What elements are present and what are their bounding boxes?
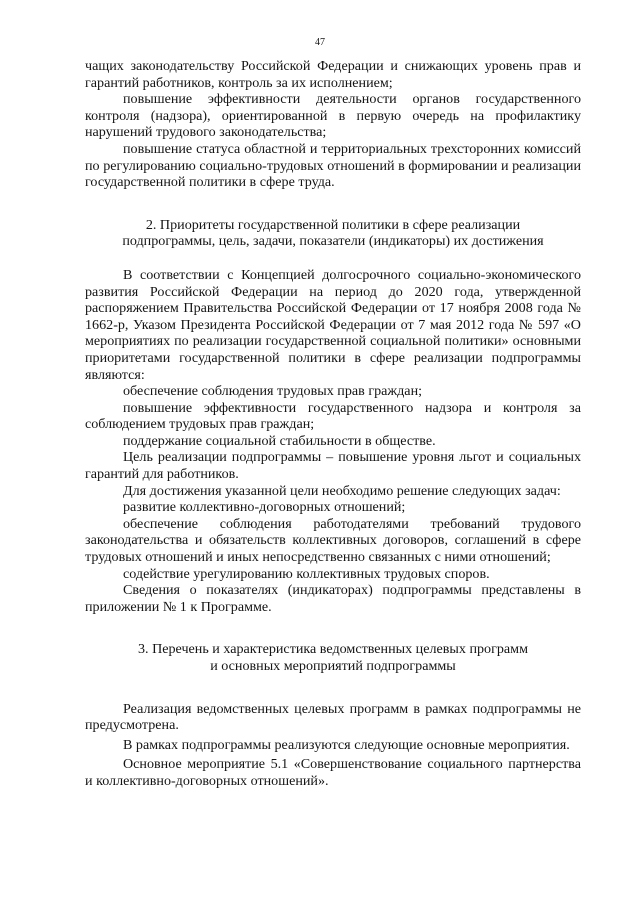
section-3-heading (85, 641, 581, 674)
paragraph: Цель реализации подпрограммы – повышение уровня льгот и социальных гарантий для работников. (85, 449, 581, 483)
paragraph: Реализация ведомственных целевых программ в рамках подпрограммы не предусмотрена. (85, 700, 581, 734)
paragraph: обеспечение соблюдения работодателями требований трудового законодательства и обязательств коллективных договоров, соглашений в сфере трудовых отношений и иных непосредственно связанных с ними отношений; (85, 515, 581, 566)
section-2-heading (85, 217, 581, 250)
paragraph: повышение эффективности государственного надзора и контроля за соблюдением трудовых прав граждан; (85, 399, 581, 433)
section-heading-line: и основных мероприятий подпрограммы (210, 658, 456, 674)
paragraph: Основное мероприятие 5.1 «Совершенствование социального партнерства и коллективно-договорных отношений». (85, 756, 581, 789)
page-content (85, 58, 581, 790)
paragraph: обеспечение соблюдения трудовых прав граждан; (123, 383, 423, 400)
paragraph: Для достижения указанной цели необходимо решение следующих задач: (123, 482, 561, 499)
paragraph: В соответствии с Концепцией долгосрочного социально-экономического развития Российской Федерации на период до 2020 года, утвержденной распоряжением Правительства Российской Федерации от 17 ноября 2008 года № 1662-р, Указом Президента Российской Федерации от 7 мая 2012 года № 597 «О мероприятиях по реализации государственной социальной политики» основными приоритетами государственной политики в сфере реализации подпрограммы являются: (85, 266, 581, 383)
paragraph: чащих законодательству Российской Федерации и снижающих уровень прав и гарантий работников, контроль за их исполнением; (85, 58, 581, 91)
section-heading-line: 3. Перечень и характеристика ведомственных целевых программ (137, 641, 529, 658)
paragraph: содействие урегулированию коллективных трудовых споров. (123, 565, 490, 582)
paragraph: Сведения о показателях (индикаторах) подпрограммы представлены в приложении № 1 к Программе. (85, 582, 581, 615)
paragraph: В рамках подпрограммы реализуются следующие основные мероприятия. (123, 736, 570, 753)
paragraph: повышение эффективности деятельности органов государственного контроля (надзора), ориентированной в первую очередь на профилактику нарушений трудового законодательства; (85, 91, 581, 141)
section-heading-line: 2. Приоритеты государственной политики в сфере реализации (145, 216, 521, 233)
paragraph: поддержание социальной стабильности в обществе. (123, 432, 436, 449)
section-heading-line: подпрограммы, цель, задачи, показатели (индикаторы) их достижения (122, 233, 544, 250)
page-number: 47 (315, 37, 325, 48)
paragraph: повышение статуса областной и территориальных трехсторонних комиссий по регулированию социально-трудовых отношений в формировании и реализации государственной политики в сфере труда. (85, 140, 581, 191)
paragraph: развитие коллективно-договорных отношений; (123, 499, 406, 516)
